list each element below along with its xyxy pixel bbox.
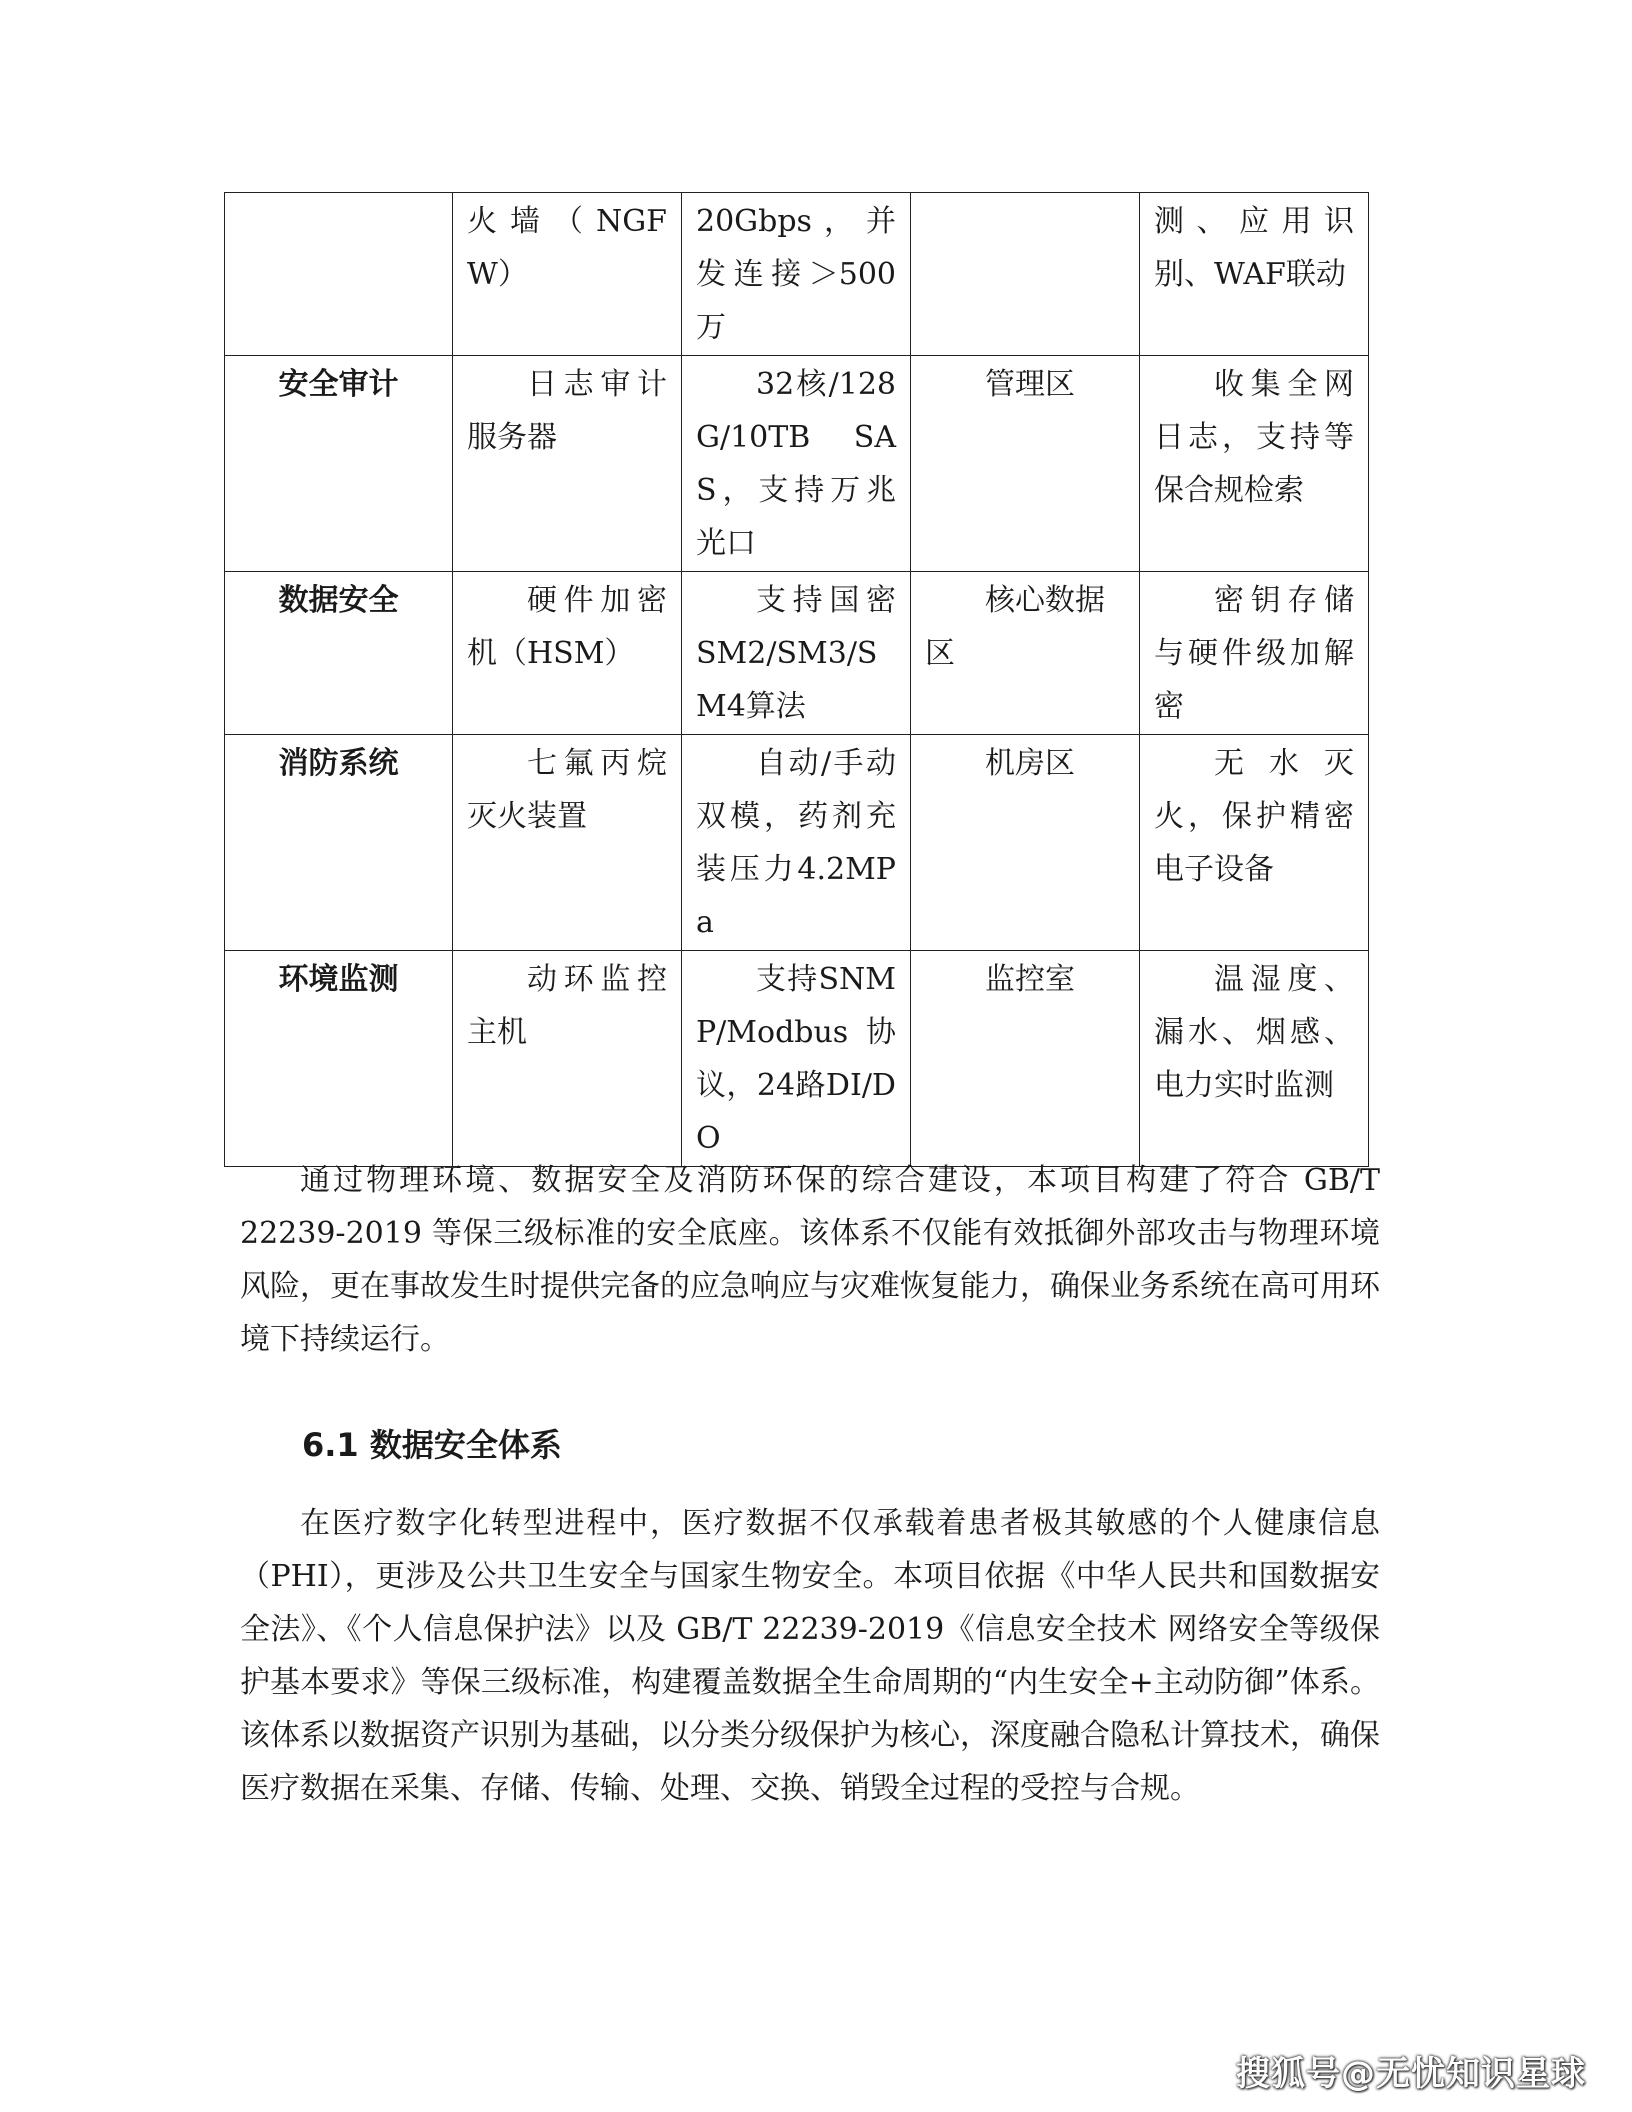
zone-cell: 监控室	[911, 951, 1140, 1167]
security-equipment-table	[224, 192, 1369, 1167]
zone-cell: 机房区	[911, 735, 1140, 951]
category-cell: 环境监测	[225, 951, 453, 1167]
function-cell: 收集全网日志，支持等保合规检索	[1140, 356, 1369, 572]
table-row	[225, 735, 1369, 951]
function-cell: 温湿度、漏水、烟感、电力实时监测	[1140, 951, 1369, 1167]
spec-cell: 自动/手动双模，药剂充装压力4.2MPa	[682, 735, 911, 951]
spec-cell: 20Gbps，并发连接＞500万	[682, 193, 911, 356]
category-cell	[225, 193, 453, 356]
device-cell: 硬件加密机（HSM）	[453, 572, 682, 735]
spec-cell: 支持SNMP/Modbus协议，24路DI/DO	[682, 951, 911, 1167]
section-heading: 6.1 数据安全体系	[302, 1426, 562, 1464]
table-row	[225, 356, 1369, 572]
spec-cell: 支持国密SM2/SM3/SM4算法	[682, 572, 911, 735]
watermark: 搜狐号@无忧知识星球	[1236, 2054, 1586, 2094]
table-row	[225, 572, 1369, 735]
device-cell: 动环监控主机	[453, 951, 682, 1167]
table-row	[225, 193, 1369, 356]
zone-cell: 核心数据区	[911, 572, 1140, 735]
summary-paragraph: 通过物理环境、数据安全及消防环保的综合建设，本项目构建了符合 GB/T 22239-2019 等保三级标准的安全底座。该体系不仅能有效抵御外部攻击与物理环境风险，更在事故发生时提供完备的应急响应与灾难恢复能力，确保业务系统在高可用环境下持续运行。	[240, 1163, 1380, 1357]
category-cell: 安全审计	[225, 356, 453, 572]
spec-cell: 32核/128G/10TB SAS，支持万兆光口	[682, 356, 911, 572]
device-cell: 日志审计服务器	[453, 356, 682, 572]
section-paragraph: 在医疗数字化转型进程中，医疗数据不仅承载着患者极其敏感的个人健康信息（PHI），更涉及公共卫生安全与国家生物安全。本项目依据《中华人民共和国数据安全法》、《个人信息保护法》以及 GB/T 22239-2019《信息安全技术 网络安全等级保护基本要求》等保三级标准，构建覆盖数据全生命周期的“内生安全+主动防御”体系。该体系以数据资产识别为基础，以分类分级保护为核心，深度融合隐私计算技术，确保医疗数据在采集、存储、传输、处理、交换、销毁全过程的受控与合规。	[240, 1506, 1380, 1806]
category-cell: 数据安全	[225, 572, 453, 735]
zone-cell: 管理区	[911, 356, 1140, 572]
function-cell: 密钥存储与硬件级加解密	[1140, 572, 1369, 735]
function-cell: 测、应用识别、WAF联动	[1140, 193, 1369, 356]
zone-cell	[911, 193, 1140, 356]
table-row	[225, 951, 1369, 1167]
device-cell: 七氟丙烷灭火装置	[453, 735, 682, 951]
device-cell: 火墙（NGFW）	[453, 193, 682, 356]
function-cell: 无水灭火，保护精密电子设备	[1140, 735, 1369, 951]
category-cell: 消防系统	[225, 735, 453, 951]
